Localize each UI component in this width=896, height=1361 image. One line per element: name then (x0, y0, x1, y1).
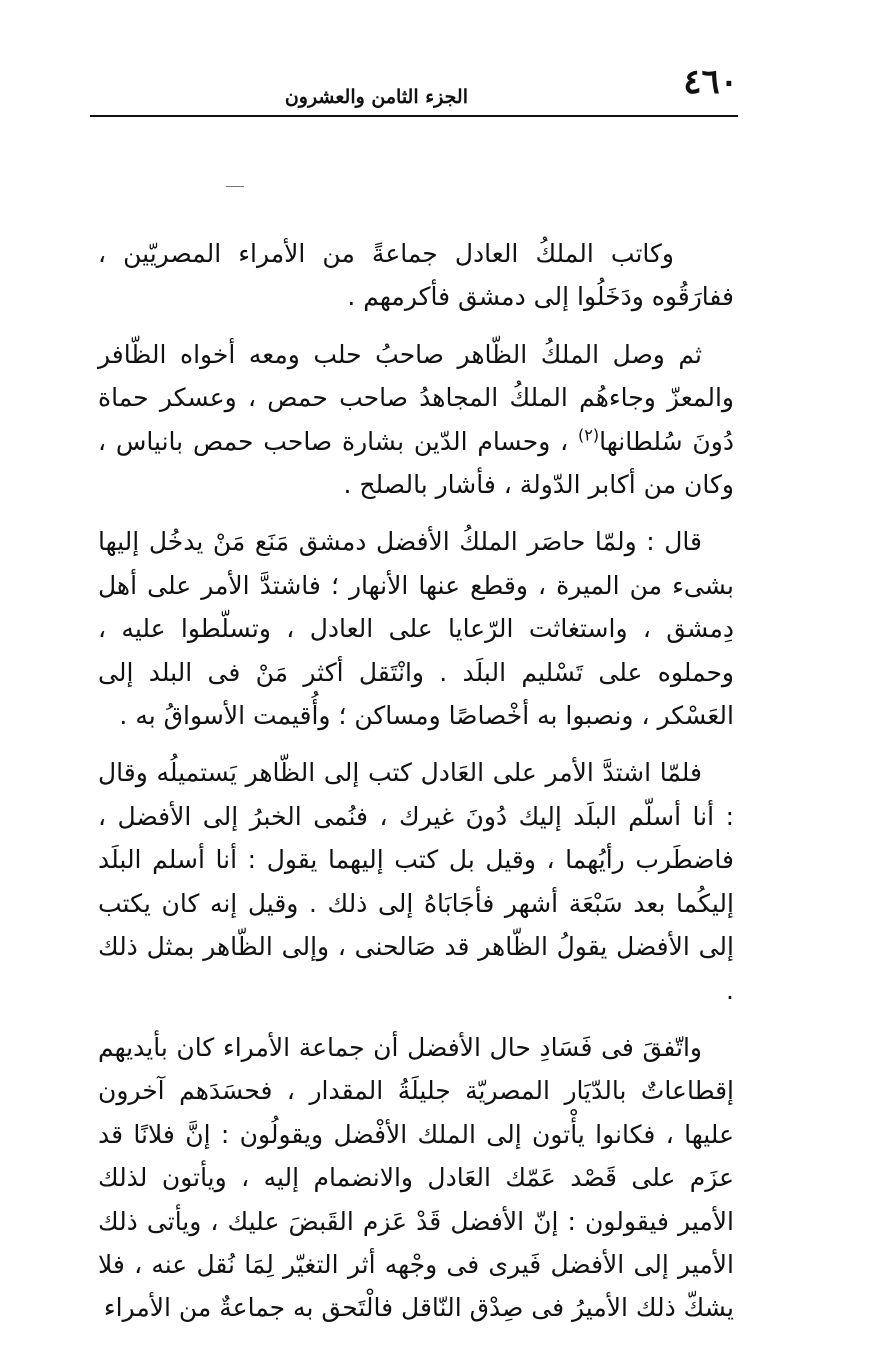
paragraph-4-text: فلمّا اشتدَّ الأمر على العَادل كتب إلى الظّاهر يَستميلُه وقال : أنا أسلّم البلَد إليك دُونَ غيرك ، فنُمى الخبرُ إلى الأفضل ، فاضطَرب رأيُهما ، وقيل بل كتب إليهما يقول : أنا أسلم البلَد إليكُما بعد سَبْعَة أشهر فأجَابَاهُ إلى ذلك . وقيل إنه كان يكتب إلى الأفضل يقولُ الظّاهر قد صَالحنى ، وإلى الظّاهر بمثل ذلك . (98, 758, 734, 1005)
paragraph-5 (98, 1026, 734, 1330)
paragraph-3-text: قال : ولمّا حاصَر الملكُ الأفضل دمشق مَنَع مَنْ يدخُل إليها بشىء من الميرة ، وقطع عنها الأنهار ؛ فاشتدَّ الأمر على أهل دِمشق ، واستغاثت الرّعايا على العادل ، وتسلّطوا عليه ، وحملوه على تَسْليم البلَد . وانْتَقل أكثر مَنْ فى البلد إلى العَسْكر ، ونصبوا به أخْصاصًا ومساكن ؛ وأُقيمت الأسواقُ به . (98, 527, 734, 731)
page-header (90, 62, 738, 118)
paragraph-2 (98, 333, 734, 507)
footnote-reference: (٢) (578, 425, 600, 445)
paragraph-1-text: وكاتب الملكُ العادل جماعةً من الأمراء المصريّين ، ففارَقُوه ودَخَلُوا إلى دمشق فأكرمهم . (98, 239, 734, 312)
header-rule (90, 115, 738, 117)
paragraph-2-text-continued: ، وحسام الدّين بشارة صاحب حمص بانياس ، وكان من أكابر الدّولة ، فأشار بالصلح . (98, 426, 734, 500)
paragraph-1 (98, 232, 734, 319)
running-title: الجزء الثامن والعشرون (284, 86, 468, 108)
page-number: ٤٦٠ (683, 62, 738, 102)
print-mark (226, 186, 244, 187)
body-text (98, 232, 734, 1344)
paragraph-5-text: واتّفقَ فى فَسَادِ حال الأفضل أن جماعة الأمراء كان بأيديهم إقطاعاتٌ بالدّيَار المصريّة جليلَةُ المقدار ، فحسَدَهم آخرون عليها ، فكانوا يأْتون إلى الملك الأفْضل ويقولُون : إنَّ فلانًا قد عزَم على قَصْد عَمّك العَادل والانضمام إليه ، ويأتون لذلك الأمير فيقولون : إنّ الأفضل قَدْ عَزم القَبضَ عليك ، ويأتى ذلك الأمير إلى الأفضل فَيرى فى وجْهه أثر التغيّر لِمَا نُقل عنه ، فلا يشكّ ذلك الأميرُ فى صِدْق النّاقل فالْتَحق به جماعةٌ من الأمراء (98, 1032, 734, 1323)
paragraph-4 (98, 751, 734, 1011)
paragraph-2-text: ثم وصل الملكُ الظّاهر صاحبُ حلب ومعه أخواه الظّافر والمعزّ وجاءهُم الملكُ المجاهدُ صاحب حمص ، وعسكر حماة دُونَ سُلطانها (98, 339, 734, 456)
paragraph-3 (98, 520, 734, 737)
